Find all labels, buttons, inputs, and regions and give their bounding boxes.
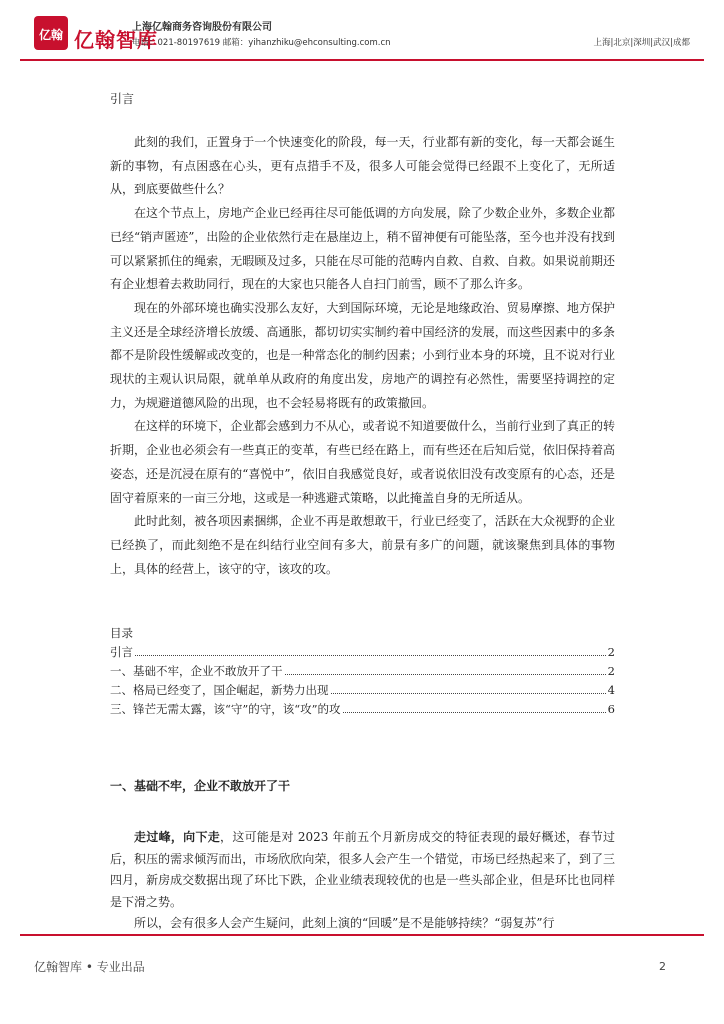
toc-item-title: 二、格局已经变了，国企崛起，新势力出现 [110,683,329,697]
logo-glyph: 亿翰 [38,28,64,42]
section-paragraph: 所以，会有很多人会产生疑问，此刻上演的“回暖”是不是能够持续？“弱复苏”行 [134,916,555,930]
section-paragraph [110,827,615,913]
paragraph-text: ，这可能是对 2023 年前五个月新房成交的特征表现的最好概述，春节过后，积压的需求倾泻而出，市场欣欣向荣，很多人会产生一个错觉，市场已经热起来了，到了三四月，新房成交数据出现了环比下跌，企业业绩表现较优的也是一些头部企业，但是环比也同样是下滑之势。 [110,830,615,909]
intro-paragraph: 此时此刻，被各项因素捆绑，企业不再是敢想敢干，行业已经变了，活跃在大众视野的企业已经换了，而此刻绝不是在纠结行业空间有多大，前景有多广的问题，就该聚焦到具体的事物上，具体的经营上，该守的守，该攻的攻。 [110,514,615,576]
toc-item[interactable] [110,700,615,719]
toc-title: 目录 [110,626,133,640]
toc-leader [331,693,606,694]
section-body [110,827,615,935]
intro-paragraph: 在这个节点上，房地产企业已经再往尽可能低调的方向发展，除了少数企业外，多数企业都已经“销声匿迹”，出险的企业依然行走在悬崖边上，稍不留神便有可能坠落，至今也并没有找到可以紧紧抓住的绳索，无暇顾及过多，只能在尽可能的范畴内自救、自救、自救。如果说前期还有企业想着去救助同行，现在的大家也只能各人自扫门前雪，顾不了那么许多。 [110,206,615,292]
toc-item-page: 4 [607,683,615,697]
office-cities: 上海|北京|深圳|武汉|成都 [593,38,690,48]
toc-item[interactable] [110,681,615,700]
footer-brand: 亿翰智库 • 专业出品 [34,960,145,974]
intro-paragraph: 此刻的我们，正置身于一个快速变化的阶段，每一天，行业都有新的变化，每一天都会诞生新的事物，有点困惑在心头，更有点措手不及，很多人可能会觉得已经跟不上变化了，无所适从，到底要做些什么？ [110,135,615,197]
brand-name: 亿翰智库 [74,28,158,52]
intro-heading: 引言 [110,92,135,106]
toc-item[interactable] [110,662,615,681]
page-header [0,0,724,62]
toc-leader [285,674,606,675]
header-divider [20,59,704,61]
page-number: 2 [659,960,666,973]
footer-divider [20,934,704,936]
toc-item-title: 一、基础不牢，企业不敢放开了干 [110,664,283,678]
toc-item[interactable] [110,643,615,662]
section-heading: 一、基础不牢，企业不敢放开了干 [110,779,291,793]
company-name: 上海亿翰商务咨询股份有限公司 [132,22,272,33]
brand-logo-icon [34,16,68,50]
table-of-contents [110,624,615,719]
emphasis-text: 走过峰，向下走 [134,830,221,844]
toc-item-page: 6 [607,702,615,716]
toc-leader [135,655,606,656]
toc-item-page: 2 [607,645,615,659]
toc-item-page: 2 [607,664,615,678]
intro-paragraph: 在这样的环境下，企业都会感到力不从心，或者说不知道要做什么，当前行业到了真正的转折期，企业也必须会有一些真正的变革，有些已经在路上，而有些还在后知后觉，依旧保持着高姿态，还是沉浸在原有的“喜悦中”，依旧自我感觉良好，或者说依旧没有改变原有的心态，还是固守着原来的一亩三分地，这或是一种逃避式策略，以此掩盖自身的无所适从。 [110,419,615,505]
intro-paragraph: 现在的外部环境也确实没那么友好，大到国际环境，无论是地缘政治、贸易摩擦、地方保护主义还是全球经济增长放缓、高通胀，都切切实实制约着中国经济的发展，而这些因素中的多条都不是阶段性缓解或改变的，也是一种常态化的制约因素；小到行业本身的环境，且不说对行业现状的主观认识局限，就单单从政府的角度出发，房地产的调控有必然性，需要坚持调控的定力，为规避道德风险的出现，也不会轻易将既有的政策撤回。 [110,300,615,410]
toc-item-title: 三、锋芒无需太露，该“守”的守，该“攻”的攻 [110,702,341,716]
contact-info: 电话：021-80197619 邮箱：yihanzhiku@ehconsulting.com.cn [132,38,391,48]
toc-item-title: 引言 [110,645,133,659]
toc-leader [343,712,606,713]
intro-section [110,88,615,581]
